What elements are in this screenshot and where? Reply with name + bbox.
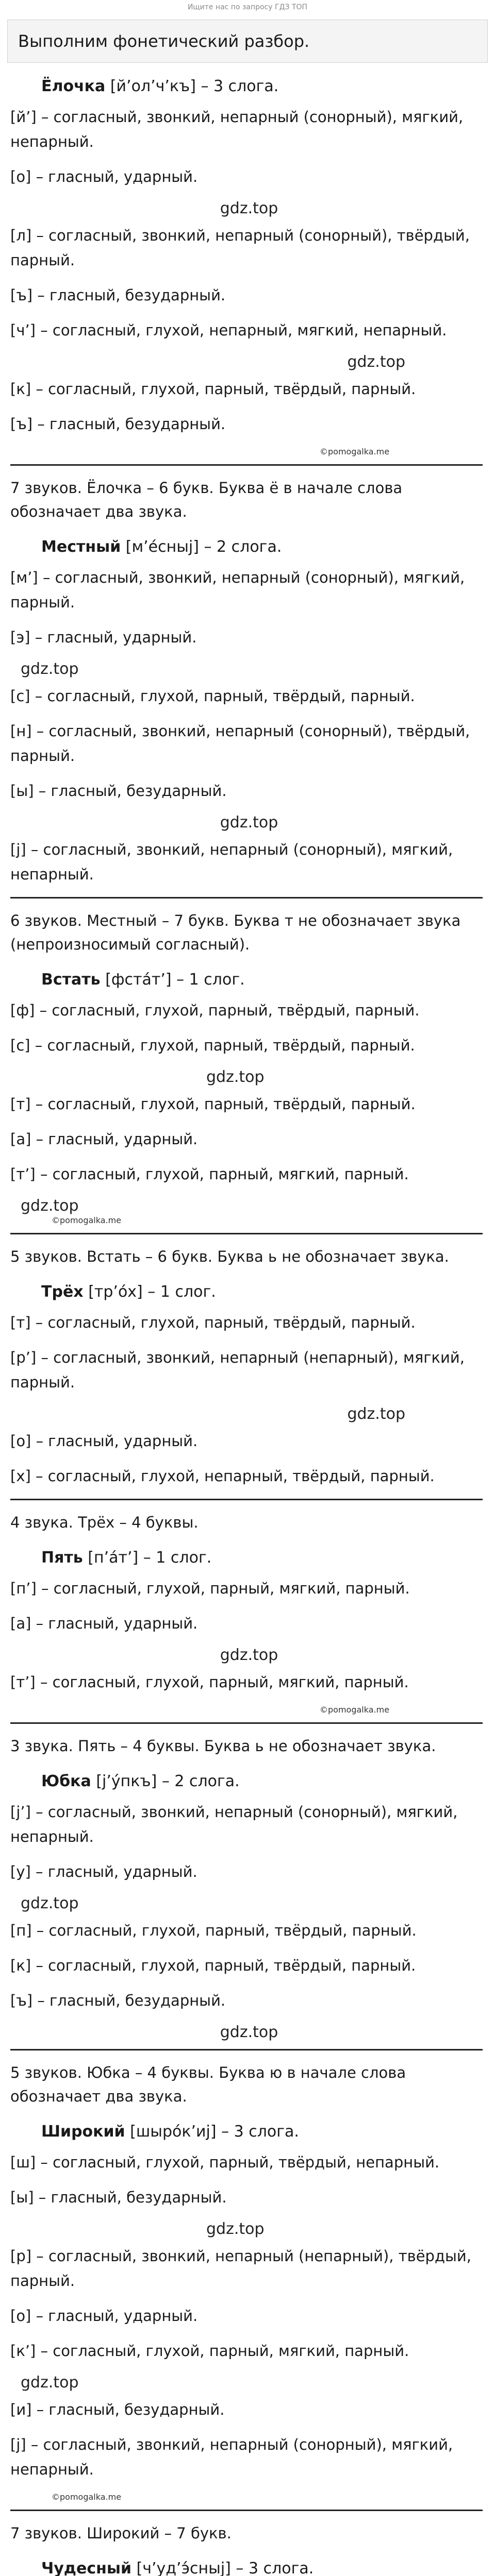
sound-description: [р’] – согласный, звонкий, непарный (непарный), мягкий, парный. <box>10 1349 465 1391</box>
word-heading <box>10 2560 488 2576</box>
sound-description: [а] – гласный, ударный. <box>10 1615 198 1632</box>
sound-description: [j] – согласный, звонкий, непарный (сонорный), мягкий, непарный. <box>10 841 453 883</box>
pomogalka-watermark: ©pomogalka.me <box>52 2492 122 2502</box>
word-title: Пять <box>41 1549 83 1567</box>
sound-description: [ч’] – согласный, глухой, непарный, мягкий, непарный. <box>10 321 447 339</box>
sound-description: [ъ] – гласный, безударный. <box>10 1992 226 2009</box>
sound-description: [с] – согласный, глухой, парный, твёрдый, парный. <box>10 1037 415 1054</box>
word-title: Трёх <box>41 1283 84 1301</box>
word-heading <box>10 1549 488 1567</box>
exercise-header: Выполним фонетический разбор. <box>7 20 488 63</box>
pomogalka-watermark: ©pomogalka.me <box>52 1215 122 1225</box>
sound-description: [р] – согласный, звонкий, непарный (непарный), твёрдый, парный. <box>10 2247 471 2290</box>
section-divider <box>10 1722 483 1724</box>
watermark-text: gdz.top <box>220 199 278 217</box>
sound-description: [э] – гласный, ударный. <box>10 629 197 646</box>
word-analysis-section <box>10 1549 488 1758</box>
word-title: Широкий <box>41 2123 125 2141</box>
sound-description: [j’] – согласный, звонкий, непарный (сонорный), мягкий, непарный. <box>10 1803 458 1845</box>
sound-description: [т] – согласный, глухой, парный, твёрдый, парный. <box>10 1095 416 1113</box>
word-title: Местный <box>41 538 121 556</box>
watermark-text: gdz.top <box>21 1894 79 1912</box>
watermark-text: gdz.top <box>220 2023 278 2041</box>
word-transcription: [ч’уд’э́сныj] – 3 слога. <box>136 2560 314 2576</box>
word-transcription: [j’у́пкъ] – 2 слога. <box>96 1772 240 1790</box>
word-heading <box>10 1283 488 1301</box>
sound-description: [и] – гласный, безударный. <box>10 2401 225 2418</box>
word-transcription: [й’ол’ч’къ] – 3 слога. <box>110 77 279 95</box>
word-summary: 4 звука. Трёх – 4 буквы. <box>10 1514 199 1531</box>
word-title: Ёлочка <box>41 77 106 95</box>
word-analysis-section <box>10 2560 488 2576</box>
pomogalka-watermark: ©pomogalka.me <box>320 1705 390 1715</box>
word-heading <box>10 1772 488 1790</box>
watermark-text: gdz.top <box>21 660 79 678</box>
word-transcription: [м’е́сныj] – 2 слога. <box>125 538 282 556</box>
word-analysis-section <box>10 1772 488 2108</box>
watermark-text: gdz.top <box>206 1068 265 1086</box>
sound-description: [к] – согласный, глухой, парный, твёрдый, парный. <box>10 380 416 398</box>
sound-description: [х] – согласный, глухой, непарный, твёрдый, парный. <box>10 1467 435 1485</box>
top-note: Ищите нас по запросу ГДЗ ТОП <box>187 3 308 11</box>
word-heading <box>10 77 488 95</box>
sound-description: [к] – согласный, глухой, парный, твёрдый, парный. <box>10 1957 416 1974</box>
word-summary: 7 звуков. Ёлочка – 6 букв. Буква ё в начале слова обозначает два звука. <box>10 479 403 520</box>
word-summary: 5 звуков. Юбка – 4 буквы. Буква ю в начале слова обозначает два звука. <box>10 2064 406 2105</box>
word-summary: 3 звука. Пять – 4 буквы. Буква ь не обозначает звука. <box>10 1737 436 1755</box>
sound-description: [о] – гласный, ударный. <box>10 168 198 185</box>
word-heading <box>10 2123 488 2141</box>
word-analysis-section <box>10 538 488 956</box>
word-transcription: [шыро́к’иj] – 3 слога. <box>130 2123 299 2141</box>
watermark-text: gdz.top <box>347 1405 405 1423</box>
sound-description: [ъ] – гласный, безударный. <box>10 415 226 433</box>
word-analysis-section <box>10 971 488 1268</box>
word-transcription: [тр’о́х] – 1 слог. <box>88 1283 216 1301</box>
word-analysis-section <box>10 2123 488 2545</box>
word-transcription: [п’а́т’] – 1 слог. <box>88 1549 212 1567</box>
watermark-text: gdz.top <box>347 353 405 371</box>
sound-description: [й’] – согласный, звонкий, непарный (сонорный), мягкий, непарный. <box>10 108 464 150</box>
watermark-text: gdz.top <box>21 2374 79 2392</box>
sound-description: [т’] – согласный, глухой, парный, мягкий, парный. <box>10 1673 409 1691</box>
section-divider <box>10 1499 483 1500</box>
word-title: Чудесный <box>41 2560 132 2576</box>
section-divider <box>10 2510 483 2511</box>
section-divider <box>10 1233 483 1234</box>
sound-description: [а] – гласный, ударный. <box>10 1130 198 1148</box>
sound-description: [м’] – согласный, звонкий, непарный (сонорный), мягкий, парный. <box>10 569 465 611</box>
pomogalka-watermark: ©pomogalka.me <box>320 447 390 456</box>
watermark-text: gdz.top <box>21 1197 79 1215</box>
section-divider <box>10 464 483 466</box>
word-analysis-section <box>10 1283 488 1534</box>
watermark-text: gdz.top <box>206 2220 265 2238</box>
section-divider <box>10 2049 483 2050</box>
word-title: Юбка <box>41 1772 91 1790</box>
word-summary: 6 звуков. Местный – 7 букв. Буква т не обозначает звука (непроизносимый согласный). <box>10 912 461 953</box>
word-summary: 5 звуков. Встать – 6 букв. Буква ь не обозначает звука. <box>10 1248 449 1265</box>
sound-description: [j] – согласный, звонкий, непарный (сонорный), мягкий, непарный. <box>10 2436 453 2478</box>
sound-description: [ф] – согласный, глухой, парный, твёрдый, парный. <box>10 1002 420 1019</box>
sound-description: [у] – гласный, ударный. <box>10 1863 197 1880</box>
sound-description: [ы] – гласный, безударный. <box>10 2189 227 2206</box>
sound-description: [н] – согласный, звонкий, непарный (сонорный), твёрдый, парный. <box>10 722 470 765</box>
section-divider <box>10 897 483 899</box>
word-heading <box>10 538 488 556</box>
watermark-text: gdz.top <box>220 814 278 832</box>
sound-description: [ш] – согласный, глухой, парный, твёрдый, непарный. <box>10 2154 440 2171</box>
sound-description: [о] – гласный, ударный. <box>10 2307 198 2325</box>
sound-description: [к’] – согласный, глухой, парный, мягкий, парный. <box>10 2342 409 2360</box>
sound-description: [л] – согласный, звонкий, непарный (сонорный), твёрдый, парный. <box>10 227 470 269</box>
word-analysis-section <box>10 77 488 523</box>
word-transcription: [фста́т’] – 1 слог. <box>105 971 245 989</box>
sound-description: [т’] – согласный, глухой, парный, мягкий, парный. <box>10 1165 409 1183</box>
sound-description: [с] – согласный, глухой, парный, твёрдый, парный. <box>10 687 415 705</box>
word-heading <box>10 971 488 989</box>
analysis-content <box>0 77 495 2576</box>
sound-description: [ы] – гласный, безударный. <box>10 782 227 800</box>
word-summary: 7 звуков. Широкий – 7 букв. <box>10 2524 232 2542</box>
sound-description: [т] – согласный, глухой, парный, твёрдый, парный. <box>10 1314 416 1331</box>
sound-description: [п] – согласный, глухой, парный, твёрдый, парный. <box>10 1922 417 1939</box>
word-title: Встать <box>41 971 101 989</box>
watermark-text: gdz.top <box>220 1646 278 1664</box>
sound-description: [о] – гласный, ударный. <box>10 1432 198 1450</box>
sound-description: [ъ] – гласный, безударный. <box>10 286 226 304</box>
sound-description: [п’] – согласный, глухой, парный, мягкий, парный. <box>10 1580 410 1597</box>
